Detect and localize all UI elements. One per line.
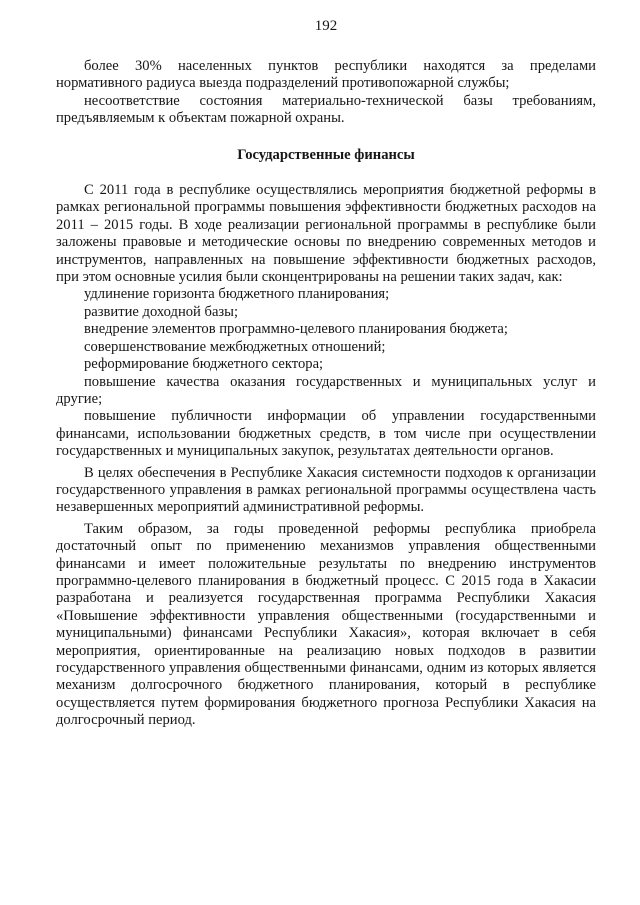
task-item-interbudget-relations: совершенствование межбюджетных отношений; — [84, 338, 386, 355]
paragraph-administrative-reform: В целях обеспечения в Республике Хакасия системности подходов к организации государственного управления в рамках региональной программы осуществлена часть незавершенных мероприятий административной реформы. — [56, 464, 596, 516]
paragraph-conclusion: Таким образом, за годы проведенной реформы республика приобрела достаточный опыт по применению механизмов управления общественными финансами и имеет положительные результаты по внедрению инструментов программно-целевого планирования в бюджетный процесс. С 2015 года в Хакасии разработана и реализуется государственная программа Республики Хакасия «Повышение эффективности управления общественными (государственными и муниципальными) финансами Республики Хакасия», которая включает в себя мероприятия, ориентированные на реализацию новых подходов в развитии государственного управления общественными финансами, одним из которых является механизм долгосрочного бюджетного планирования, который в республике осуществляется путем формирования бюджетного прогноза Республики Хакасия на долгосрочный период. — [56, 520, 596, 729]
task-item-service-quality: повышение качества оказания государственных и муниципальных услуг и другие; — [56, 373, 596, 407]
paragraph-settlements-radius: более 30% населенных пунктов республики находятся за пределами нормативного радиуса выезда подразделений противопожарной службы; — [56, 58, 596, 92]
task-item-program-planning: внедрение элементов программно-целевого планирования бюджета; — [84, 321, 508, 338]
document-page — [56, 16, 596, 730]
task-item-publicity: повышение публичности информации об управлении государственными финансами, использовании бюджетных средств, в том числе при осуществлении государственных и муниципальных закупок, результатах деятельности органов. — [56, 408, 596, 460]
section-title: Государственные финансы — [237, 146, 415, 163]
paragraph-material-base: несоответствие состояния материально-технической базы требованиям, предъявляемым к объектам пожарной охраны. — [56, 92, 596, 127]
task-item-budget-sector: реформирование бюджетного сектора; — [84, 356, 324, 373]
paragraph-intro: С 2011 года в республике осуществлялись мероприятия бюджетной реформы в рамках региональной программы повышения эффективности бюджетных расходов на 2011 – 2015 годы. В ходе реализации региональной программы в республике были заложены правовые и методические основы по внедрению современных методов и инструментов, направленных на повышение эффективности бюджетных расходов, при этом основные усилия были сконцентрированы на решении таких задач, как: — [56, 182, 596, 286]
task-item-planning-horizon: удлинение горизонта бюджетного планирования; — [84, 286, 390, 303]
task-item-revenue-base: развитие доходной базы; — [84, 303, 239, 320]
page-number: 192 — [314, 18, 338, 34]
